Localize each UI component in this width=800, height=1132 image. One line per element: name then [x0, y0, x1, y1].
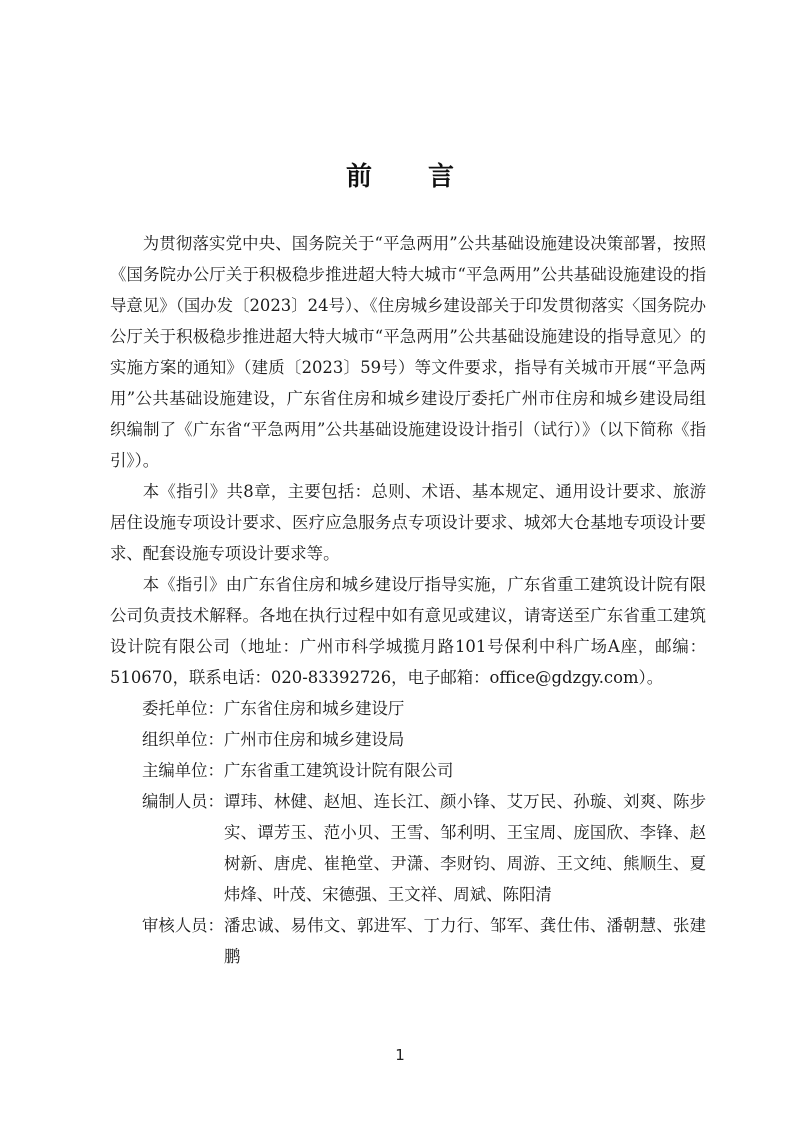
page-number: 1	[395, 1046, 405, 1064]
reviewers-names: 潘忠诚、易伟文、郭进军、丁力行、邹军、龚仕伟、潘朝慧、张建鹏	[223, 916, 706, 966]
organizing-unit	[110, 724, 706, 755]
commissioning-unit-value: 广东省住房和城乡建设厅	[223, 699, 405, 718]
editors-list	[110, 786, 706, 910]
paragraph-contact: 本《指引》由广东省住房和城乡建设厅指导实施，广东省重工建筑设计院有限公司负责技术解释。各地在执行过程中如有意见或建议，请寄送至广东省重工建筑设计院有限公司（地址：广州市科学城揽月路101号保利中科广场A座，邮编：510670，联系电话：020-83392726，电子邮箱：office@gdzgy.com）。	[110, 575, 706, 687]
chief-editor-unit-value: 广东省重工建筑设计院有限公司	[223, 761, 454, 780]
preface-body	[110, 228, 706, 972]
editors-names: 谭玮、林健、赵旭、连长江、颜小锋、艾万民、孙璇、刘爽、陈步实、谭芳玉、范小贝、王雪、邹利明、王宝周、庞国欣、李锋、赵树新、唐虎、崔艳堂、尹潇、李财钧、周游、王文纯、熊顺生、夏炜烽、叶茂、宋德强、王文祥、周斌、陈阳清	[223, 792, 706, 904]
page-title	[0, 156, 800, 193]
commissioning-unit-label: 委托单位：	[142, 699, 224, 718]
paragraph-background: 为贯彻落实党中央、国务院关于“平急两用”公共基础设施建设决策部署，按照《国务院办公厅关于积极稳步推进超大特大城市“平急两用”公共基础设施建设的指导意见》（国办发〔2023〕24号）、《住房城乡建设部关于印发贯彻落实〈国务院办公厅关于积极稳步推进超大特大城市“平急两用”公共基础设施建设的指导意见〉的实施方案的通知》（建质〔2023〕59号）等文件要求，指导有关城市开展“平急两用”公共基础设施建设，广东省住房和城乡建设厅委托广州市住房和城乡建设局组织编制了《广东省“平急两用”公共基础设施建设设计指引（试行）》（以下简称《指引》）。	[110, 234, 706, 470]
reviewers-label: 审核人员：	[142, 916, 224, 935]
reviewers-list	[110, 910, 706, 972]
editors-label: 编制人员：	[142, 792, 224, 811]
organizing-unit-value: 广州市住房和城乡建设局	[223, 730, 405, 749]
commissioning-unit	[110, 693, 706, 724]
chief-editor-unit-label: 主编单位：	[142, 761, 224, 780]
paragraph-contents: 本《指引》共8章，主要包括：总则、术语、基本规定、通用设计要求、旅游居住设施专项设计要求、医疗应急服务点专项设计要求、城郊大仓基地专项设计要求、配套设施专项设计要求等。	[110, 482, 706, 563]
organizing-unit-label: 组织单位：	[142, 730, 224, 749]
title-char-2: 言	[428, 162, 455, 192]
title-char-1: 前	[345, 162, 372, 192]
chief-editor-unit	[110, 755, 706, 786]
